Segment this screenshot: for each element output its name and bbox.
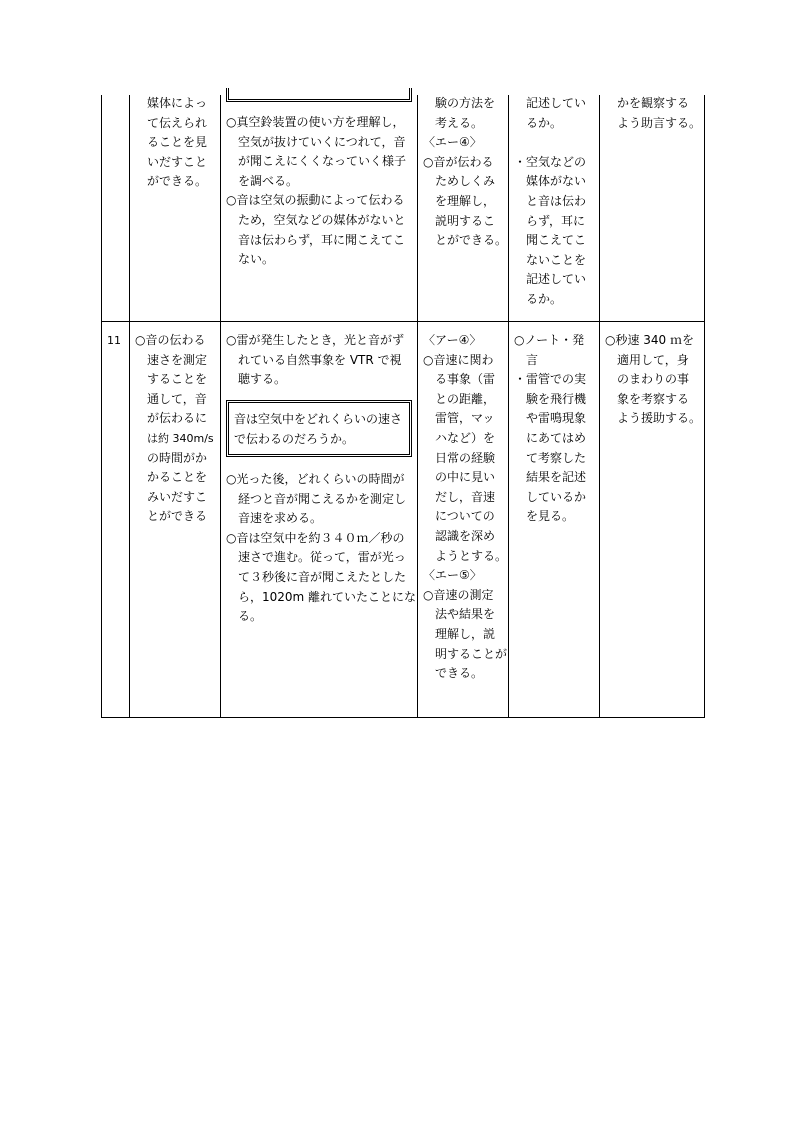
- row1-evaluation-cell: [423, 94, 507, 251]
- row1-activity-line: ○音は空気の振動によって伝わる: [226, 193, 405, 208]
- row1-activity-line: 空気が抜けていくにつれて，音: [238, 134, 406, 149]
- column-divider-5: [599, 95, 600, 718]
- row2-support-line: 象を考察する: [617, 391, 690, 406]
- row1-evaluation-line: 説明するこ: [435, 213, 496, 228]
- row2-method-line: を見る。: [526, 509, 575, 524]
- row2-activity-line: 経つと音が聞こえるかを測定し: [238, 491, 407, 506]
- row1-method-line: と音は伝わ: [526, 193, 587, 208]
- row1-objective-line: ることを見: [147, 135, 208, 150]
- row2-method-line: て考察した: [526, 450, 587, 465]
- row2-objective-line: ○音の伝わる: [135, 333, 206, 347]
- row1-activity-cell: [226, 113, 416, 270]
- row1-support-cell: [605, 94, 703, 133]
- row2-objective-line: することを: [147, 372, 208, 387]
- row2-support-line: よう援助する。: [617, 411, 702, 426]
- row2-method-line: ・雷管での実: [514, 372, 587, 387]
- row2-method-line: にあてはめ: [526, 430, 587, 445]
- row1-support-line: かを観察する: [617, 96, 690, 110]
- column-divider-3: [417, 95, 418, 718]
- row2-activity-cell-top: [226, 331, 416, 390]
- row1-evaluation-line: 験の方法を: [435, 96, 496, 110]
- row2-evaluation-line: る事象（雷: [435, 372, 496, 387]
- row2-activity-line: ら，1020m 離れていたことにな: [238, 589, 417, 604]
- row1-objective-cell: [147, 94, 217, 192]
- row2-activity-cell-bottom: [226, 470, 416, 627]
- row1-evaluation-line: ○音が伝わる: [423, 154, 494, 169]
- row1-evaluation-line: 〈エー④〉: [423, 135, 482, 150]
- row1-activity-line: が聞こえにくくなっていく様子: [238, 154, 407, 169]
- row1-activity-line: ○真空鈴装置の使い方を理解し，: [226, 115, 405, 129]
- row1-method-cell: [514, 94, 598, 310]
- row2-objective-line: が伝わるに: [147, 411, 208, 426]
- row2-method-line: ○ノート・発: [514, 333, 585, 347]
- row2-objective-cell: [135, 331, 219, 527]
- row1-evaluation-line: 考える。: [435, 115, 484, 130]
- row2-support-cell: [605, 331, 703, 429]
- row1-method-line: るか。: [526, 115, 563, 130]
- row2-evaluation-line: 〈エー⑤〉: [423, 568, 482, 583]
- row2-evaluation-cell: [423, 331, 507, 684]
- column-divider-4: [508, 95, 509, 718]
- row2-objective-line: とができる: [147, 509, 208, 524]
- row2-method-line: 結果を記述: [526, 470, 587, 485]
- row2-objective-line: 通して，音: [147, 391, 207, 406]
- row2-method-line: 言: [526, 352, 539, 367]
- row1-objective-line: 媒体によっ: [147, 96, 208, 110]
- table-border-bottom: [101, 717, 705, 718]
- question-line: 音は空気中をどれくらいの速さ: [234, 412, 403, 426]
- row2-activity-line: て３秒後に音が聞こえたとした: [238, 569, 407, 584]
- row1-activity-line: ため，空気などの媒体がないと: [238, 212, 406, 227]
- table-border-right: [704, 95, 705, 718]
- row2-evaluation-line: ハなど）を: [435, 430, 496, 445]
- row2-period-number: 11: [107, 334, 121, 347]
- row2-activity-line: ○音は空気中を約３４０ｍ／秒の: [226, 530, 405, 545]
- row2-method-line: や雷鳴現象: [526, 411, 587, 426]
- row1-evaluation-line: とができる。: [435, 233, 508, 248]
- row2-evaluation-line: できる。: [435, 666, 484, 681]
- row2-evaluation-line: だし，音速: [435, 489, 496, 504]
- row1-evaluation-line: ためしくみ: [435, 174, 496, 189]
- row2-evaluation-line: 理解し，説: [435, 626, 496, 641]
- row2-evaluation-line: ○音速に関わ: [423, 352, 494, 367]
- row2-objective-line: かることを: [147, 470, 208, 485]
- row2-support-line: 適用して，身: [617, 352, 689, 367]
- column-divider-2: [220, 95, 221, 718]
- row2-support-line: のまわりの事: [617, 372, 690, 387]
- row2-method-cell: [514, 331, 598, 527]
- row1-method-line: ないことを: [526, 252, 587, 267]
- row2-activity-line: 速さで進む。従って，雷が光っ: [238, 550, 406, 565]
- row1-method-line: ・空気などの: [514, 154, 587, 169]
- row1-evaluation-line: を理解し，: [435, 193, 496, 208]
- row2-evaluation-line: についての: [435, 509, 495, 524]
- row1-method-line: るか。: [526, 291, 563, 306]
- row2-objective-line: の時間がか: [147, 450, 208, 465]
- row2-evaluation-line: との距離，: [435, 391, 496, 406]
- row2-activity-line: ○光った後，どれくらいの時間が: [226, 472, 405, 486]
- row2-method-line: 験を飛行機: [526, 391, 587, 406]
- row1-support-line: よう助言する。: [617, 115, 702, 130]
- row1-objective-line: いだすこと: [147, 154, 208, 169]
- row2-objective-line: 速さを測定: [147, 352, 208, 367]
- column-divider-1: [129, 95, 130, 718]
- row-divider: [101, 321, 705, 322]
- row2-method-line: しているか: [526, 489, 587, 504]
- row1-method-line: 聞こえてこ: [526, 233, 587, 248]
- row2-support-line: ○秒速 340 ｍを: [605, 333, 695, 347]
- row1-method-line: らず，耳に: [526, 213, 586, 228]
- row1-method-line: 媒体がない: [526, 174, 587, 189]
- row1-method-line: 記述してい: [526, 272, 587, 287]
- row2-evaluation-line: 日常の経験: [435, 450, 496, 465]
- table-border-left: [101, 95, 102, 718]
- row2-activity-line: る。: [238, 609, 263, 624]
- row2-evaluation-line: 雷管，マッ: [435, 411, 495, 426]
- row1-objective-line: ができる。: [147, 174, 208, 189]
- row2-evaluation-line: ようとする。: [435, 548, 508, 563]
- row2-activity-line: 聴する。: [238, 372, 287, 387]
- row2-activity-line: ○雷が発生したとき，光と音がず: [226, 333, 404, 347]
- row2-objective-line: みいだすこ: [147, 489, 208, 504]
- row2-evaluation-line: ○音速の測定: [423, 587, 494, 602]
- row2-activity-line: 音速を求める。: [238, 511, 323, 526]
- row2-evaluation-line: 〈アー④〉: [423, 333, 482, 347]
- continued-frame-bottom: [226, 88, 412, 102]
- row1-activity-line: を調べる。: [238, 173, 299, 188]
- row1-objective-line: て伝えられ: [147, 115, 208, 130]
- row1-activity-line: ない。: [238, 252, 275, 267]
- row2-objective-line: は約 340m/s: [147, 431, 214, 445]
- question-line: で伝わるのだろうか。: [234, 432, 355, 446]
- row1-method-line: 記述してい: [526, 96, 587, 110]
- row2-evaluation-line: の中に見い: [435, 470, 496, 485]
- row1-activity-line: 音は伝わらず，耳に聞こえてこ: [238, 232, 406, 247]
- question-box-text: [234, 409, 410, 449]
- row2-evaluation-line: 認識を深め: [435, 528, 496, 543]
- row2-evaluation-line: 明することが: [435, 646, 508, 661]
- row1-method-line: [514, 133, 598, 153]
- row2-evaluation-line: 法や結果を: [435, 607, 496, 622]
- row2-activity-line: れている自然事象を VTR で視: [238, 352, 402, 367]
